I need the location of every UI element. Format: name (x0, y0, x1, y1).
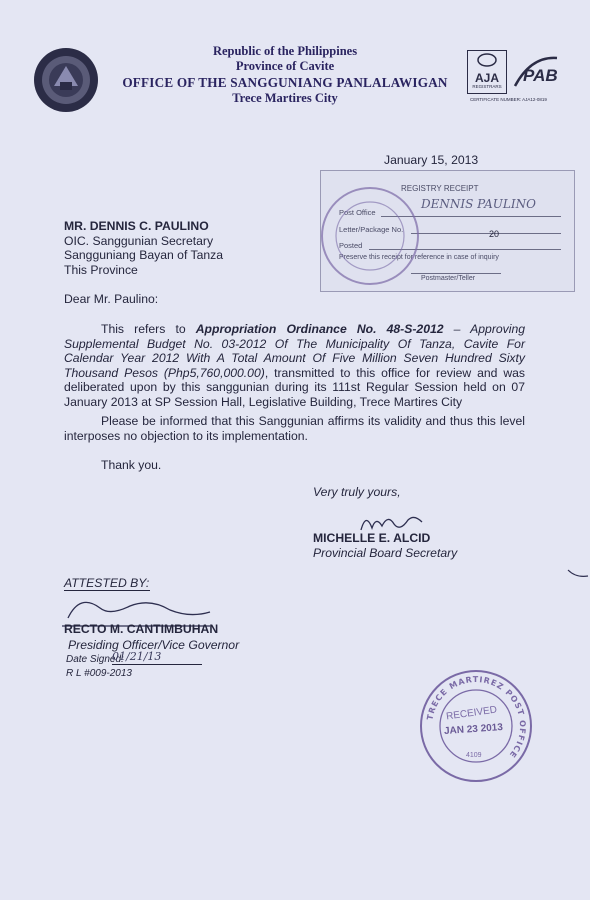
recipient-office: Sangguniang Bayan of Tanza (64, 248, 224, 262)
attestor-name: RECTO M. CANTIMBUHAN (64, 622, 219, 636)
provincial-seal-icon (32, 46, 100, 114)
stamp-number: 4109 (466, 752, 482, 759)
globe-icon (468, 51, 506, 67)
date-signed-label: Date Signed: (66, 654, 124, 665)
posted-label: Posted (339, 241, 363, 250)
aja-logo-text: AJA (474, 71, 499, 85)
body-paragraph-2: Please be informed that this Sanggunian affirms its validity and thus this level interposes no objection to its implementation. (64, 414, 525, 443)
letter-package-value: 20 (489, 229, 500, 239)
edge-mark-icon (566, 568, 590, 582)
thank-you: Thank you. (101, 458, 162, 472)
postmaster-label: Postmaster/Teller (421, 275, 476, 282)
recipient-title: OIC. Sanggunian Secretary (64, 234, 214, 248)
date-signed-value: 01/21/13 (112, 650, 162, 663)
country-line: Republic of the Philippines (212, 44, 358, 58)
letter-package-label: Letter/Package No. (339, 225, 404, 234)
stamp-date: JAN 23 2013 (443, 721, 504, 738)
received-stamp (418, 668, 534, 784)
body-paragraph-1 (64, 322, 525, 410)
preserve-note: Preserve this receipt for reference in case of inquiry (339, 254, 499, 261)
province-line: Province of Cavite (235, 59, 335, 73)
office-line: OFFICE OF THE SANGGUNIANG PANLALAWIGAN (122, 75, 448, 90)
pab-logo-text: PAB (523, 66, 558, 85)
aja-sub-text: REGISTRARS (472, 84, 502, 89)
body-details: , transmitted to this office for review and was deliberated upon by this sanggunian during its 111st Regular Session held on 07 January 2013 at SP Session Hall, Legislative Building, Trece Martires City (64, 365, 525, 409)
signatory-title: Provincial Board Secretary (313, 546, 458, 560)
stamp-ring-text: TRECE MARTIREZ POST OFFICE (425, 674, 528, 760)
recipient-location: This Province (64, 263, 138, 277)
post-office-label: Post Office (339, 208, 376, 217)
ordinance-number: Appropriation Ordinance No. 48-S-2012 (195, 322, 444, 336)
certificate-number: CERTIFICATE NUMBER: AJA12-0819 (470, 97, 547, 102)
salutation: Dear Mr. Paulino: (64, 292, 159, 306)
city-line: Trece Martires City (232, 91, 338, 105)
pab-logo (511, 52, 559, 92)
attestor-title: Presiding Officer/Vice Governor (68, 638, 240, 652)
attested-by-label: ATTESTED BY: (64, 576, 150, 590)
recipient-name: MR. DENNIS C. PAULINO (64, 219, 209, 233)
aja-certification-logo (467, 50, 507, 94)
letter-date: January 15, 2013 (384, 153, 479, 167)
registry-receipt (320, 170, 575, 292)
received-stamp-partial-icon (315, 181, 425, 291)
stamp-received-text: RECEIVED (445, 704, 498, 723)
signatory-name: MICHELLE E. ALCID (313, 531, 431, 545)
reference-number: R L #009-2013 (66, 668, 132, 679)
body-intro: This refers to (101, 322, 196, 336)
registry-title: REGISTRY RECEIPT (401, 184, 479, 193)
post-office-value: DENNIS PAULINO (421, 197, 536, 211)
ordinance-title: – Approving Supplemental Budget No. 03-2012 Of The Municipality Of Tanza, Cavite For Calendar Year 2012 With A Total Amount Of Five Million Seven Hundred Sixty Thousand Pesos (Php5,760,000.00) (64, 322, 526, 380)
closing: Very truly yours, (313, 485, 401, 499)
